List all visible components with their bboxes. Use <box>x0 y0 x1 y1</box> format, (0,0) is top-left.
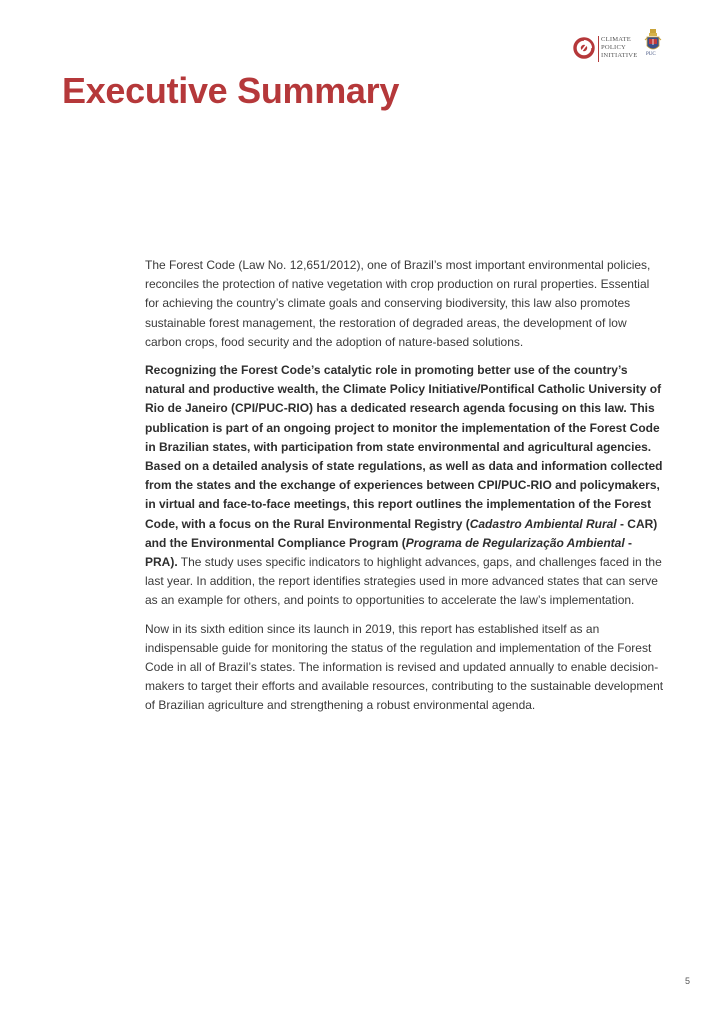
body-text <box>145 256 665 725</box>
cpi-logo-line: CLIMATE <box>601 36 631 43</box>
bold-text: - PRA). <box>145 535 633 570</box>
page-number: 5 <box>684 976 690 986</box>
cpi-logo-text <box>601 36 637 60</box>
paragraph-research-agenda <box>145 361 665 611</box>
paragraph-sixth-edition: Now in its sixth edition since its launch in 2019, this report has established itself as an indispensable guide for monitoring the status of the regulation and implementation of the Forest Code in all of Brazil’s states. The information is revised and updated annually to enable decision-makers to target their efforts and available resources, contributing to the sustainable development of Brazilian agriculture and strengthening a robust environmental agenda. <box>145 621 664 713</box>
header-logos <box>572 28 664 64</box>
cpi-logo-line: POLICY <box>601 44 627 51</box>
logo-divider <box>598 36 599 62</box>
cpi-logo-line: INITIATIVE <box>601 52 638 59</box>
cpi-logo-icon <box>572 36 596 60</box>
bold-italic-text: Programa de Regularização Ambiental <box>405 535 625 550</box>
regular-text: The study uses specific indicators to highlight advances, gaps, and challenges faced in the last year. In addition, the report identifies strategies used in more advanced states that can serve as an example for others, and points to opportunities to accelerate the law’s implementation. <box>145 555 662 608</box>
bold-text: - CAR) and the Environmental Compliance Program ( <box>145 516 658 550</box>
bold-text: Recognizing the Forest Code’s catalytic role in promoting better use of the country’s natural and productive wealth, the Climate Policy Initiative/Pontifical Catholic University of Rio de Janeiro (CPI/PUC-RIO) has a dedicated research agenda focusing on this law. This publication is part of an ongoing project to monitor the implementation of the Forest Code in Brazilian states, with participation from state environmental and agricultural agencies. Based on a detailed analysis of state regulations, as well as data and information collected from the states and the exchange of experiences between CPI/PUC-RIO and policymakers, in virtual and face-to-face meetings, this report outlines the implementation of the Forest Code, with a focus on the Rural Environmental Registry ( <box>145 363 663 531</box>
page-title: Executive Summary <box>62 70 400 111</box>
bold-italic-text: Cadastro Ambiental Rural <box>469 516 617 531</box>
puc-logo-text: PUC <box>646 52 656 57</box>
paragraph-intro: The Forest Code (Law No. 12,651/2012), one of Brazil’s most important environmental policies, reconciles the protection of native vegetation with crop production on rural properties. Essential for achieving the country’s climate goals and conserving biodiversity, this law also promotes sustainable forest management, the restoration of degraded areas, the development of low carbon crops, food security and the adoption of nature-based solutions. <box>145 258 651 349</box>
